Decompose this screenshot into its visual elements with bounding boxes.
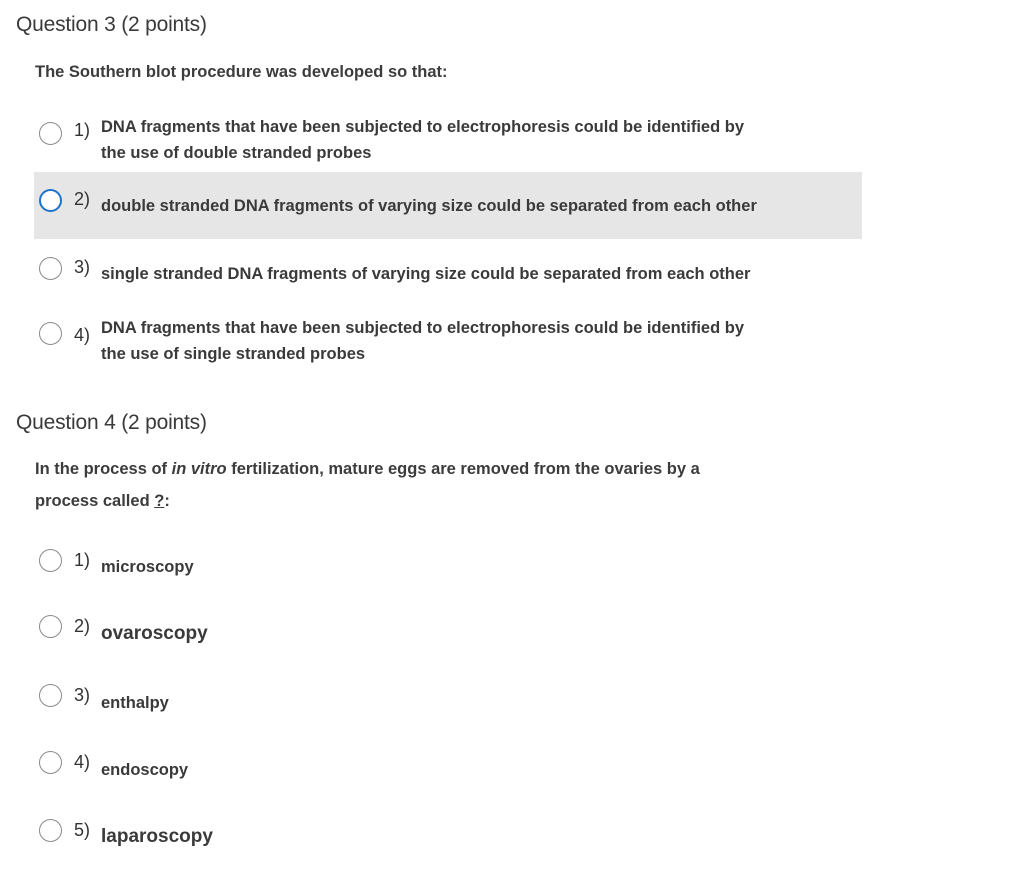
question-3-points: (2 points) xyxy=(121,13,207,36)
prompt-blank: ? xyxy=(154,492,165,510)
option-text: ovaroscopy xyxy=(101,623,208,644)
option-text: enthalpy xyxy=(101,694,169,712)
prompt-text: : xyxy=(164,492,170,510)
question-3-title xyxy=(16,13,207,37)
q3-option-1[interactable] xyxy=(34,110,862,170)
option-number: 1) xyxy=(74,120,91,140)
q3-option-3[interactable] xyxy=(34,240,862,305)
q4-option-3[interactable] xyxy=(34,670,862,732)
radio-button[interactable] xyxy=(39,122,62,145)
question-4-prompt xyxy=(35,453,700,517)
prompt-text: process called xyxy=(35,492,155,510)
option-text-line1: DNA fragments that have been subjected to electrophoresis could be identified by xyxy=(101,118,745,136)
question-3-label: Question 3 xyxy=(16,13,116,36)
radio-button[interactable] xyxy=(39,751,62,774)
q4-option-1[interactable] xyxy=(34,534,862,596)
radio-button[interactable] xyxy=(39,819,62,842)
option-text: laparoscopy xyxy=(101,826,213,847)
radio-button[interactable] xyxy=(39,257,62,280)
option-text: microscopy xyxy=(101,558,194,576)
prompt-italic: in vitro xyxy=(171,460,227,478)
radio-button[interactable] xyxy=(39,322,62,345)
option-text-line2: the use of single stranded probes xyxy=(101,345,366,363)
question-4-label: Question 4 xyxy=(16,411,116,434)
q4-option-2[interactable] xyxy=(34,602,862,664)
prompt-text: fertilization, mature eggs are removed from the ovaries by a xyxy=(226,460,700,478)
option-number: 3) xyxy=(74,257,91,277)
q3-option-4[interactable] xyxy=(34,312,862,372)
question-4-title xyxy=(16,411,207,435)
radio-button[interactable] xyxy=(39,549,62,572)
q4-option-4[interactable] xyxy=(34,738,862,800)
option-number: 5) xyxy=(74,820,91,840)
radio-button[interactable] xyxy=(39,684,62,707)
option-text: double stranded DNA fragments of varying size could be separated from each other xyxy=(101,197,757,215)
option-text-line2: the use of double stranded probes xyxy=(101,144,372,162)
radio-button[interactable] xyxy=(39,189,62,212)
q4-option-5[interactable] xyxy=(34,806,862,868)
option-text: single stranded DNA fragments of varying size could be separated from each other xyxy=(101,265,751,283)
option-text: endoscopy xyxy=(101,761,189,779)
option-number: 2) xyxy=(74,616,91,636)
option-number: 3) xyxy=(74,685,91,705)
option-number: 4) xyxy=(74,325,91,345)
option-text-line1: DNA fragments that have been subjected to electrophoresis could be identified by xyxy=(101,319,745,337)
option-number: 4) xyxy=(74,752,91,772)
q3-option-2[interactable] xyxy=(34,172,862,239)
option-number: 1) xyxy=(74,550,91,570)
question-3-prompt: The Southern blot procedure was developed so that: xyxy=(35,63,448,81)
question-4-points: (2 points) xyxy=(121,411,207,434)
prompt-text: In the process of xyxy=(35,460,172,478)
option-number: 2) xyxy=(74,189,91,209)
radio-button[interactable] xyxy=(39,615,62,638)
